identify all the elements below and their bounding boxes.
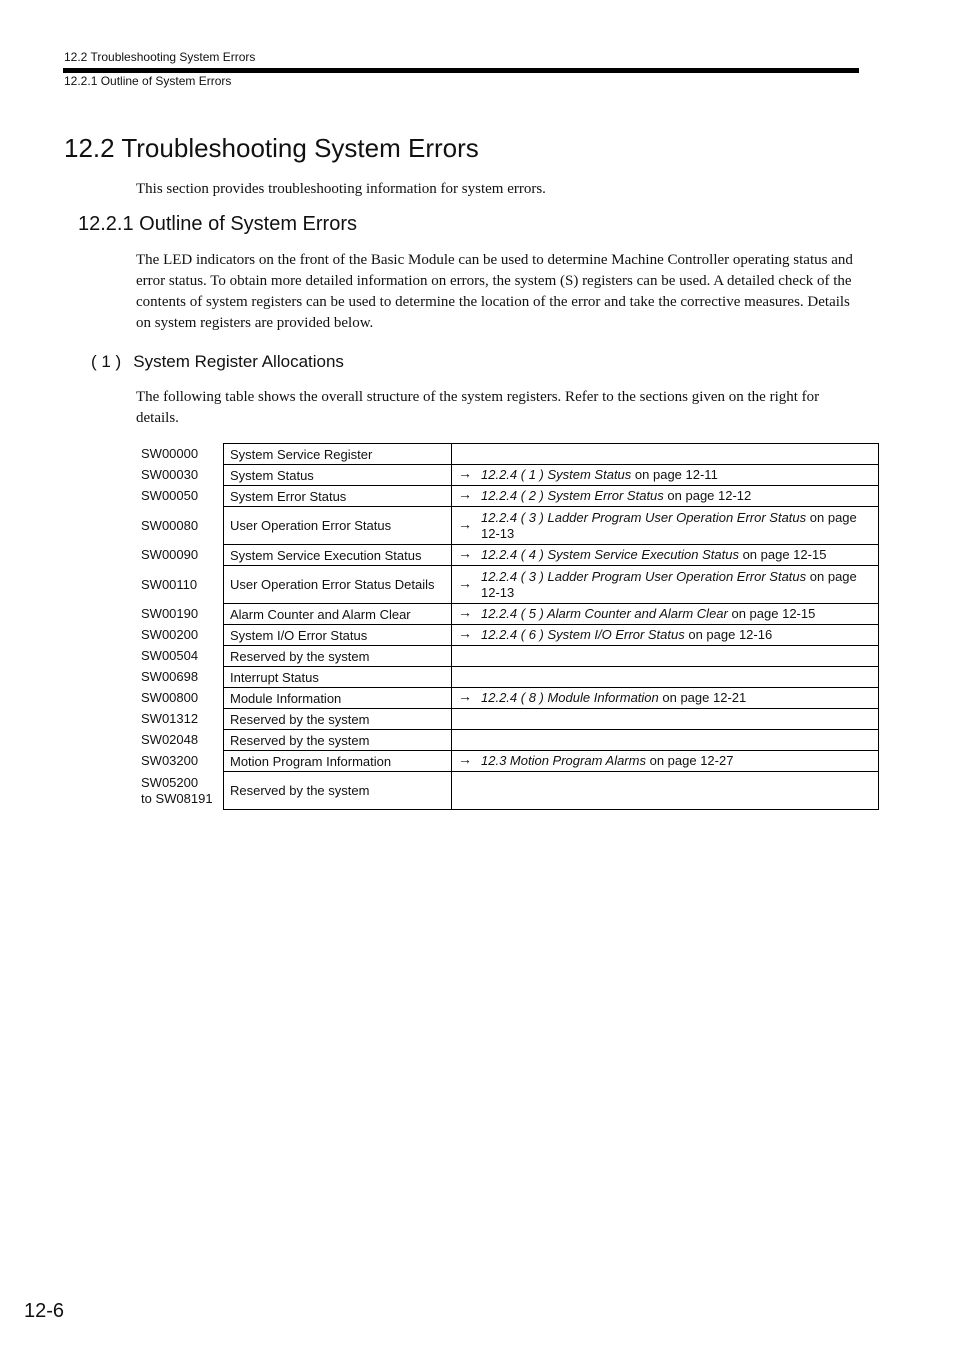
table-row	[138, 751, 879, 772]
register-reference	[452, 444, 879, 465]
register-address: SW00110	[141, 576, 198, 592]
header-rule	[63, 68, 859, 73]
register-name: User Operation Error Status	[224, 507, 452, 545]
register-address: SW00800	[141, 690, 199, 705]
register-address: SW00090	[141, 547, 199, 562]
register-name: System Status	[224, 465, 452, 486]
cross-reference-link[interactable]: 12.2.4 ( 8 ) Module Information on page 12-21	[481, 690, 747, 705]
arrow-right-icon: →	[458, 690, 472, 705]
register-name: Motion Program Information	[224, 751, 452, 772]
table-row	[138, 646, 879, 667]
register-reference	[452, 646, 879, 667]
table-row	[138, 545, 879, 566]
arrow-right-icon: →	[458, 627, 472, 642]
register-address: SW00030	[141, 467, 199, 482]
register-name: Reserved by the system	[224, 730, 452, 751]
table-row	[138, 444, 879, 465]
table-row	[138, 465, 879, 486]
intro-paragraph: This section provides troubleshooting information for system errors.	[136, 181, 546, 197]
register-name: System Error Status	[224, 486, 452, 507]
arrow-right-icon: →	[458, 467, 472, 482]
table-row	[138, 625, 879, 646]
register-reference	[452, 507, 879, 545]
register-reference	[452, 751, 879, 772]
register-name: System Service Register	[224, 444, 452, 465]
table-row	[138, 730, 879, 751]
register-address: SW00200	[141, 627, 199, 642]
arrow-right-icon: →	[458, 606, 472, 621]
register-address: SW00080	[141, 517, 199, 533]
cross-reference-link[interactable]: 12.2.4 ( 5 ) Alarm Counter and Alarm Clear on page 12-15	[481, 606, 816, 621]
register-name: System I/O Error Status	[224, 625, 452, 646]
register-address: SW03200	[141, 753, 199, 768]
cross-reference-link[interactable]: 12.2.4 ( 3 ) Ladder Program User Operation Error Status on page 12-13	[481, 568, 857, 600]
register-reference	[452, 688, 879, 709]
cross-reference-link[interactable]: 12.2.4 ( 6 ) System I/O Error Status on page 12-16	[481, 627, 773, 642]
register-address: SW01312	[141, 711, 199, 726]
register-name: Reserved by the system	[224, 772, 452, 810]
register-name: Alarm Counter and Alarm Clear	[224, 604, 452, 625]
arrow-right-icon: →	[458, 517, 472, 533]
register-address: SW00504	[141, 648, 199, 663]
register-address: SW00190	[141, 606, 199, 621]
cross-reference-link[interactable]: 12.2.4 ( 3 ) Ladder Program User Operation Error Status on page 12-13	[481, 509, 857, 541]
register-address: SW05200 to SW08191	[141, 774, 213, 806]
register-reference	[452, 604, 879, 625]
register-name: Reserved by the system	[224, 646, 452, 667]
register-address: SW00050	[141, 488, 199, 503]
subsection-heading: 12.2.1 Outline of System Errors	[78, 213, 358, 235]
table-row	[138, 667, 879, 688]
arrow-right-icon: →	[458, 488, 472, 503]
cross-reference-link[interactable]: 12.3 Motion Program Alarms on page 12-27	[481, 753, 734, 768]
table-row	[138, 486, 879, 507]
register-reference	[452, 772, 879, 810]
page-title: 12.2 Troubleshooting System Errors	[64, 133, 479, 163]
register-reference	[452, 545, 879, 566]
register-reference	[452, 566, 879, 604]
cross-reference-link[interactable]: 12.2.4 ( 4 ) System Service Execution Status on page 12-15	[481, 547, 827, 562]
heading-title: System Register Allocations	[133, 352, 344, 371]
register-name: Module Information	[224, 688, 452, 709]
register-address: SW00698	[141, 669, 199, 684]
page-number: 12-6	[24, 1300, 65, 1322]
table-row	[138, 772, 879, 810]
register-allocations-heading	[91, 352, 344, 372]
register-reference	[452, 625, 879, 646]
table-row	[138, 709, 879, 730]
arrow-right-icon: →	[458, 547, 472, 562]
register-name: User Operation Error Status Details	[224, 566, 452, 604]
register-address: SW00000	[141, 446, 199, 461]
register-reference	[452, 730, 879, 751]
register-name: System Service Execution Status	[224, 545, 452, 566]
heading-number: ( 1 )	[91, 352, 122, 371]
arrow-right-icon: →	[458, 576, 472, 592]
table-row	[138, 688, 879, 709]
running-head-subsection: 12.2.1 Outline of System Errors	[64, 74, 232, 88]
system-register-table	[138, 443, 879, 810]
cross-reference-link[interactable]: 12.2.4 ( 1 ) System Status on page 12-11	[481, 467, 718, 482]
register-name: Reserved by the system	[224, 709, 452, 730]
table-row	[138, 507, 879, 545]
register-reference	[452, 486, 879, 507]
register-reference	[452, 465, 879, 486]
register-address: SW02048	[141, 732, 199, 747]
cross-reference-link[interactable]: 12.2.4 ( 2 ) System Error Status on page 12-12	[481, 488, 752, 503]
table-row	[138, 604, 879, 625]
arrow-right-icon: →	[458, 753, 472, 768]
table-intro-paragraph: The following table shows the overall structure of the system registers. Refer to the sections given on the right for details.	[136, 389, 820, 426]
table-row	[138, 566, 879, 604]
outline-paragraph: The LED indicators on the front of the Basic Module can be used to determine Machine Controller operating status and error status. To obtain more detailed information on errors, the system (S) registers can be used. A detailed check of the contents of system registers can be used to determine the location of the error and take the corrective measures. Details on system registers are provided below.	[136, 252, 853, 331]
register-reference	[452, 709, 879, 730]
register-reference	[452, 667, 879, 688]
running-head-section: 12.2 Troubleshooting System Errors	[64, 50, 256, 64]
register-name: Interrupt Status	[224, 667, 452, 688]
